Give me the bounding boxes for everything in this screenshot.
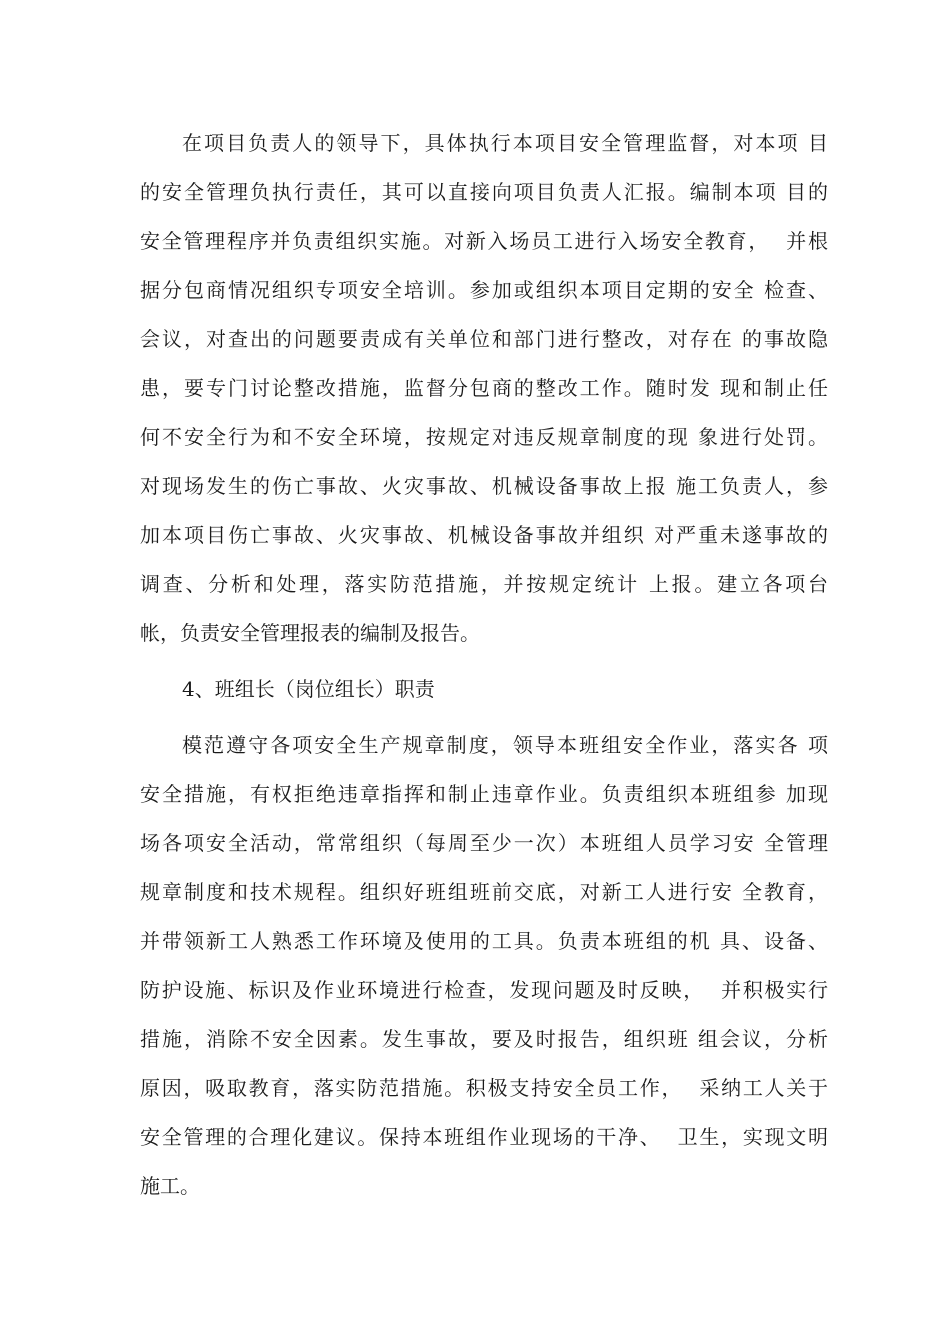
paragraph-3-line-10: 施工。: [140, 1174, 200, 1198]
paragraph-3-line-1: 模范遵守各项安全生产规章制度，领导本班组安全作业，落实各 项: [182, 733, 828, 757]
paragraph-1-line-6: 患，要专门讨论整改措施，监督分包商的整改工作。随时发 现和制止任: [140, 376, 828, 400]
paragraph-3-line-2: 安全措施，有权拒绝违章指挥和制止违章作业。负责组织本班组参 加现: [140, 782, 828, 806]
paragraph-3-line-9: 安全管理的合理化建议。保持本班组作业现场的干净、 卫生，实现文明: [140, 1125, 828, 1149]
paragraph-1-line-9: 加本项目伤亡事故、火灾事故、机械设备事故并组织 对严重未遂事故的: [140, 523, 828, 547]
paragraph-1-line-3: 安全管理程序并负责组织实施。对新入场员工进行入场安全教育， 并根: [140, 229, 828, 253]
paragraph-3-line-7: 措施，消除不安全因素。发生事故，要及时报告，组织班 组会议，分析: [140, 1027, 828, 1051]
paragraph-1-line-10: 调查、分析和处理，落实防范措施，并按规定统计 上报。建立各项台: [140, 572, 828, 596]
paragraph-1-line-7: 何不安全行为和不安全环境，按规定对违反规章制度的现 象进行处罚。: [140, 425, 828, 449]
paragraph-1-line-1: 在项目负责人的领导下，具体执行本项目安全管理监督，对本项 目: [182, 131, 828, 155]
paragraph-3-line-8: 原因，吸取教育，落实防范措施。积极支持安全员工作， 采纳工人关于: [140, 1076, 828, 1100]
paragraph-1-line-4: 据分包商情况组织专项安全培训。参加或组织本项目定期的安全 检查、: [140, 278, 828, 302]
paragraph-3-line-4: 规章制度和技术规程。组织好班组班前交底，对新工人进行安 全教育，: [140, 880, 828, 904]
paragraph-3-line-3: 场各项安全活动，常常组织（每周至少一次）本班组人员学习安 全管理: [140, 831, 828, 855]
paragraph-1-line-11: 帐，负责安全管理报表的编制及报告。: [140, 621, 480, 645]
document-body: [140, 0, 830, 1344]
paragraph-1-line-5: 会议，对查出的问题要责成有关单位和部门进行整改，对存在 的事故隐: [140, 327, 828, 351]
paragraph-1-line-8: 对现场发生的伤亡事故、火灾事故、机械设备事故上报 施工负责人，参: [140, 474, 828, 498]
paragraph-1-line-2: 的安全管理负执行责任，其可以直接向项目负责人汇报。编制本项 目的: [140, 180, 828, 204]
paragraph-3-line-6: 防护设施、标识及作业环境进行检查，发现问题及时反映， 并积极实行: [140, 978, 828, 1002]
section-heading: 4、班组长（岗位组长）职责: [182, 677, 435, 701]
paragraph-3-line-5: 并带领新工人熟悉工作环境及使用的工具。负责本班组的机 具、设备、: [140, 929, 828, 953]
